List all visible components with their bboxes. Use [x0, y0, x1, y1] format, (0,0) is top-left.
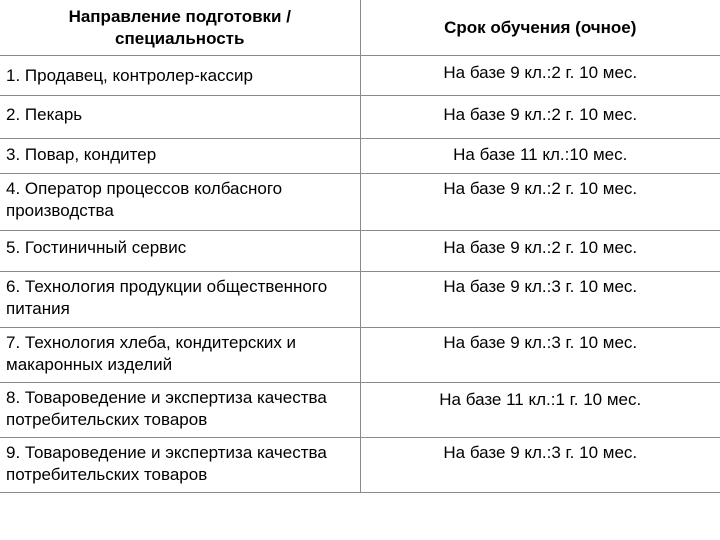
table-row	[0, 271, 720, 327]
duration-cell: На базе 11 кл.:1 г. 10 мес.	[360, 382, 720, 437]
table-row	[0, 138, 720, 173]
program-cell: 6. Технология продукции общественного питания	[0, 271, 360, 327]
duration-cell: На базе 9 кл.:2 г. 10 мес.	[360, 173, 720, 230]
program-cell: 4. Оператор процессов колбасного производства	[0, 173, 360, 230]
table-row	[0, 327, 720, 382]
program-cell: 7. Технология хлеба, кондитерских и макаронных изделий	[0, 327, 360, 382]
program-cell: 3. Повар, кондитер	[0, 138, 360, 173]
program-cell: 2. Пекарь	[0, 95, 360, 138]
program-cell: 1. Продавец, контролер-кассир	[0, 55, 360, 95]
duration-cell: На базе 9 кл.:3 г. 10 мес.	[360, 437, 720, 492]
column-header-duration: Срок обучения (очное)	[360, 0, 720, 55]
duration-cell: На базе 11 кл.:10 мес.	[360, 138, 720, 173]
program-cell: 5. Гостиничный сервис	[0, 230, 360, 271]
program-cell: 8. Товароведение и экспертиза качества потребительских товаров	[0, 382, 360, 437]
table-row	[0, 95, 720, 138]
program-cell: 9. Товароведение и экспертиза качества потребительских товаров	[0, 437, 360, 492]
header-row	[0, 0, 720, 55]
duration-cell: На базе 9 кл.:3 г. 10 мес.	[360, 327, 720, 382]
table-row	[0, 173, 720, 230]
table-row	[0, 382, 720, 437]
table-row	[0, 437, 720, 492]
duration-cell: На базе 9 кл.:3 г. 10 мес.	[360, 271, 720, 327]
table-row	[0, 230, 720, 271]
column-header-program: Направление подготовки / специальность	[0, 0, 360, 55]
duration-cell: На базе 9 кл.:2 г. 10 мес.	[360, 55, 720, 95]
table-row	[0, 55, 720, 95]
duration-cell: На базе 9 кл.:2 г. 10 мес.	[360, 230, 720, 271]
duration-cell: На базе 9 кл.:2 г. 10 мес.	[360, 95, 720, 138]
